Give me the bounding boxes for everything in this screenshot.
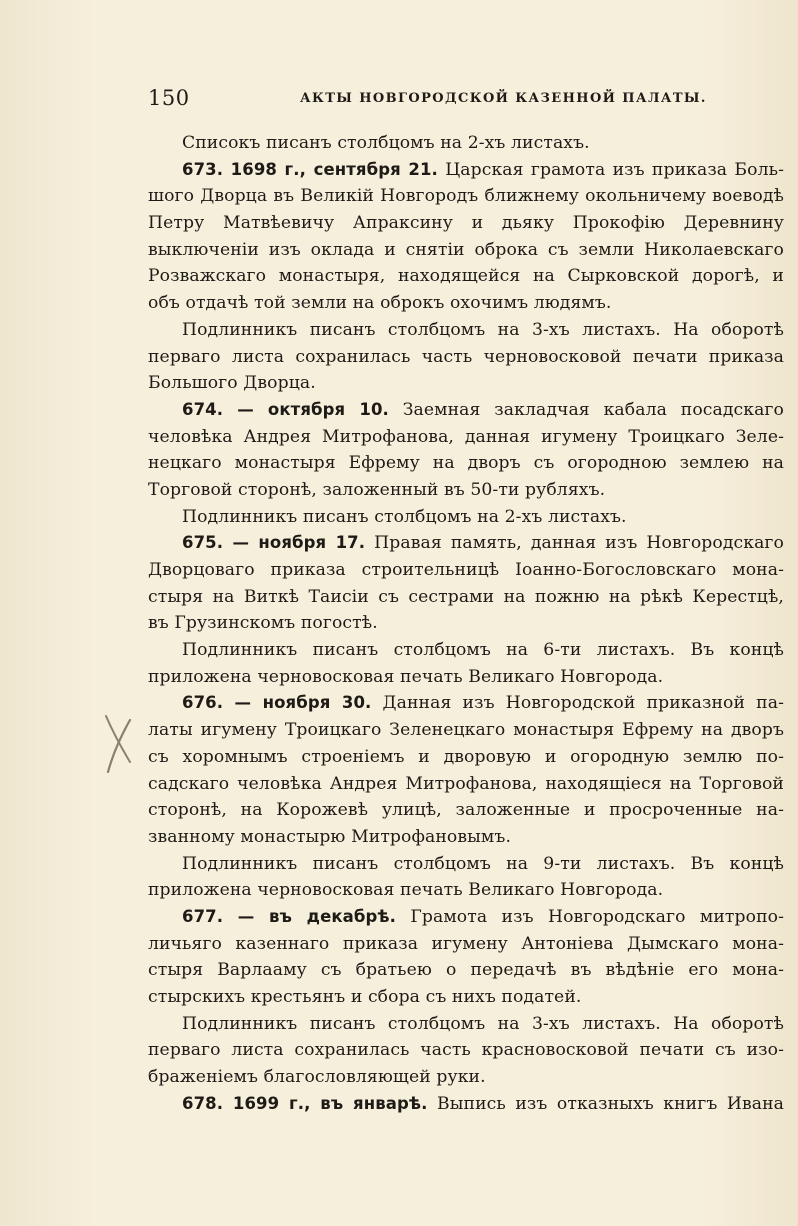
text-line [148,450,784,477]
text-line [148,1091,784,1118]
line-text: Выпись изъ отказныхъ книгъ Ивана [427,1093,784,1114]
text-line [148,1064,784,1091]
line-text: стыря на Виткѣ Таисіи съ сестрами на пожню на рѣкѣ Керестцѣ, [148,586,784,607]
text-line [148,797,784,824]
line-text: выключеніи изъ оклада и снятіи оброка съ земли Николаевскаго [148,239,784,260]
text-line [148,584,784,611]
line-text: Царская грамота изъ приказа Боль- [437,159,784,180]
text-line [148,504,784,531]
line-text: Правая память, данная изъ Новгородскаго [365,533,784,554]
text-line [148,637,784,664]
line-text: личьяго казеннаго приказа игумену Антоніева Дымскаго мона- [148,933,784,954]
text-line [148,344,784,371]
text-line [148,130,784,157]
text-line [148,157,784,184]
line-text: Подлинникъ писанъ столбцомъ на 2-хъ листахъ. [182,506,627,527]
text-line [148,610,784,637]
text-line [148,851,784,878]
entry-heading: 675. — ноября 17. [182,533,366,553]
line-text: Заемная закладчая кабала посадскаго [388,399,784,420]
text-line [148,477,784,504]
line-text: Подлинникъ писанъ столбцомъ на 3-хъ листахъ. На оборотѣ [182,319,784,340]
pencil-mark-icon [100,712,136,776]
line-text: Дворцоваго приказа строительницѣ Іоанно-Богословскаго мона- [148,560,784,580]
text-line [148,317,784,344]
entry-heading: 676. — ноября 30. [182,693,372,713]
text-line [148,210,784,237]
line-text: въ Грузинскомъ погостѣ. [148,613,378,634]
text-line [148,877,784,904]
line-text: перваго листа сохранилась часть черновосковой печати приказа [148,346,784,367]
text-line [148,664,784,691]
line-text: Розважскаго монастыря, находящейся на Сырковской дорогѣ, и [148,266,784,287]
line-text: шого Дворца въ Великій Новгородъ ближнему окольничему воеводѣ [148,186,784,207]
entry-heading: 673. 1698 г., сентября 21. [182,159,438,179]
text-line [148,424,784,451]
entry-heading: 678. 1699 г., въ январѣ. [182,1093,428,1113]
text-line [148,931,784,958]
line-text: объ отдачѣ той земли на оброкъ охочимъ людямъ. [148,293,612,314]
text-line [148,744,784,771]
line-text: садскаго человѣка Андрея Митрофанова, находящіеся на Торговой [148,773,784,794]
text-line [148,824,784,851]
text-line [148,183,784,210]
text-line [148,530,784,557]
line-text: приложена черновосковая печать Великаго Новгорода. [148,666,664,687]
text-line [148,1011,784,1038]
text-line [148,690,784,717]
line-text: Большого Дворца. [148,373,316,394]
text-line [148,984,784,1011]
text-line [148,290,784,317]
entry-heading: 674. — октября 10. [182,399,389,419]
running-title: АКТЫ НОВГОРОДСКОЙ КАЗЕННОЙ ПАЛАТЫ. [300,91,707,106]
page-number: 150 [148,86,190,110]
line-text: Торговой сторонѣ, заложенный въ 50-ти рубляхъ. [148,479,606,500]
line-text: браженіемъ благословляющей руки. [148,1067,486,1088]
text-line [148,904,784,931]
line-text: Подлинникъ писанъ столбцомъ на 3-хъ листахъ. На оборотѣ [182,1013,784,1034]
line-text: перваго листа сохранилась часть красновосковой печати съ изо- [148,1040,784,1061]
document-body [148,130,784,1117]
text-line [148,957,784,984]
line-text: нецкаго монастыря Ефрему на дворъ съ огородною землею на [148,453,784,474]
line-text: Петру Матвѣевичу Апраксину и дьяку Прокофію Деревнину [148,213,784,234]
line-text: приложена черновосковая печать Великаго Новгорода. [148,880,664,901]
page-header [148,86,788,116]
line-text: человѣка Андрея Митрофанова, данная игумену Троицкаго Зеле- [148,426,784,447]
text-line [148,557,784,584]
line-text: латы игумену Троицкаго Зеленецкаго монастыря Ефрему на дворъ [148,720,784,741]
text-line [148,397,784,424]
line-text: званному монастырю Митрофановымъ. [148,826,512,847]
text-line [148,717,784,744]
line-text: сторонѣ, на Корожевѣ улицѣ, заложенные и просроченные на- [148,800,784,821]
entry-heading: 677. — въ декабрѣ. [182,906,397,926]
text-line [148,1037,784,1064]
line-text: стырскихъ крестьянъ и сбора съ нихъ податей. [148,987,582,1007]
text-line [148,370,784,397]
line-text: Грамота изъ Новгородскаго митропо- [396,906,784,927]
line-text: Подлинникъ писанъ столбцомъ на 6-ти листахъ. Въ концѣ [182,640,784,661]
text-line [148,263,784,290]
line-text: Подлинникъ писанъ столбцомъ на 9-ти листахъ. Въ концѣ [182,853,784,874]
line-text: стыря Варлааму съ братьею о передачѣ въ вѣдѣніе его мона- [148,960,784,981]
text-line [148,771,784,798]
text-line [148,237,784,264]
line-text: Данная изъ Новгородской приказной па- [371,693,784,714]
line-text: Списокъ писанъ столбцомъ на 2-хъ листахъ. [182,133,590,153]
line-text: съ хоромнымъ строеніемъ и дворовую и огородную землю по- [148,746,784,767]
